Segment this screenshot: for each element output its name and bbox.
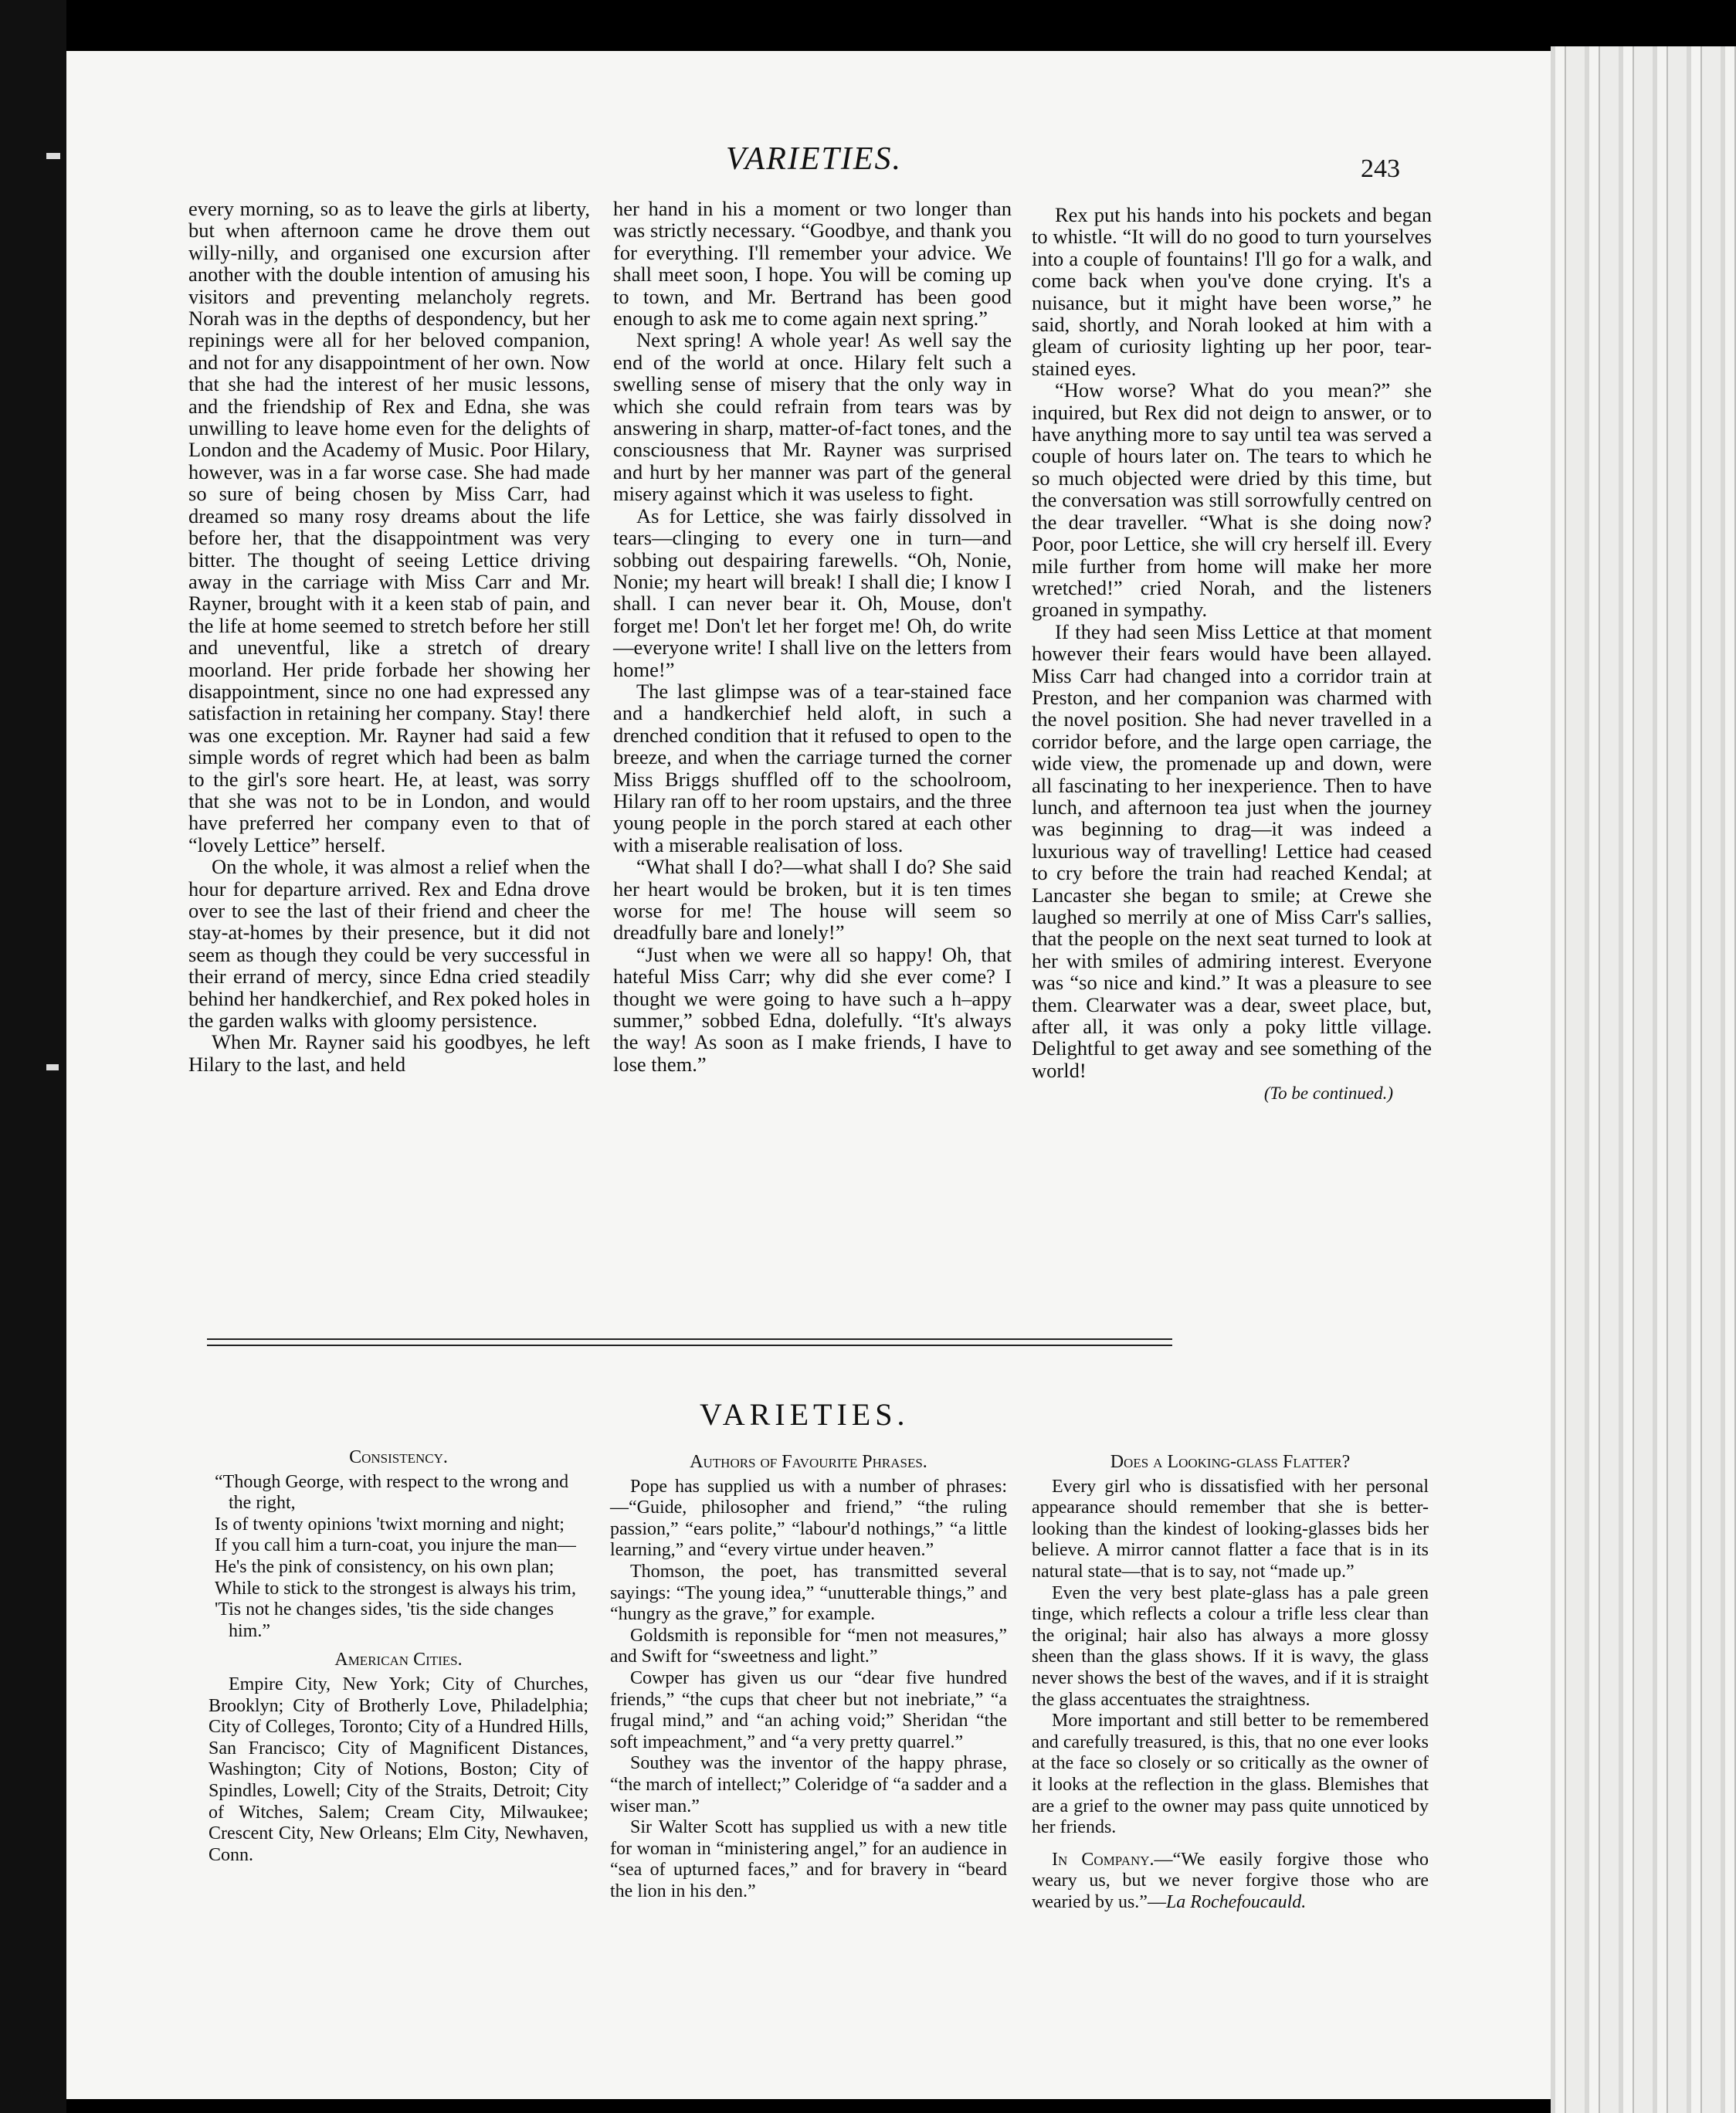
poem-line: “Though George, with respect to the wrong and the right, [215,1471,569,1514]
story-column-3 [1032,204,1432,1105]
authors-paragraph: Thomson, the poet, has transmitted several sayings: “The young idea,” “unutterable things,” and “hungry as the grave,” for example. [610,1561,1007,1625]
page-number: 243 [1361,154,1400,183]
varieties-column-3 [1032,1450,1429,1913]
looking-glass-paragraph: Even the very best plate-glass has a pale green tinge, which reflects a colour a trifle less clear than the original; hair also has always a more glossy sheen than the glass shows. If it is wavy, the glass never shows the best of the waves, and if it is straight the glass accentuates the straightness. [1032,1582,1429,1710]
american-cities-text: Empire City, New York; City of Churches, Brooklyn; City of Brotherly Love, Philadelphia; City of Colleges, Toronto; City of a Hundred Hills, San Francisco; City of Magnificent Distances, Washington; City of Notions, Boston; City of Spindles, Lowell; City of the Straits, Detroit; City of Witches, Salem; Cream City, Milwaukee; Crescent City, New Orleans; Elm City, Newhaven, Conn. [209,1674,588,1865]
looking-glass-paragraph: Every girl who is dissatisfied with her personal appearance should remember that she is better-looking than the kindest of looking-glasses bids her believe. A mirror cannot flatter a face that is in its natural state—that is to say, not “made up.” [1032,1476,1429,1582]
in-company-lead: In Company. [1052,1849,1155,1870]
authors-paragraph: Goldsmith is reponsible for “men not measures,” and Swift for “sweetness and light.” [610,1625,1007,1667]
edge-mark [46,1064,59,1070]
varieties-column-1 [209,1446,588,1866]
story-paragraph: her hand in his a moment or two longer than was strictly necessary. “Goodbye, and thank you for everything. I'll remember your advice. We shall meet soon, I hope. You will be coming up to town, and Mr. Bertrand has been good enough to ask me to come again next spring.” [613,197,1012,331]
story-paragraph: Rex put his hands into his pockets and began to whistle. “It will do no good to turn yourselves into a couple of fountains! I'll go for a walk, and come back when you've done crying. It's a nuisance, but it might have been worse,” he said, shortly, and Norah looked at him with a gleam of curiosity lighting up her poor, tear-stained eyes. [1032,203,1432,380]
looking-glass-paragraph: More important and still better to be remembered and carefully treasured, is this, that no one ever looks at the face so closely or so critically as the owner of it looks at the reflection in the glass. Blemishes that are a grief to the owner may pass quite unnoticed by her friends. [1032,1711,1429,1838]
story-paragraph: “Just when we were all so happy! Oh, that hateful Miss Carr; why did she ever come? I thought we were going to have such a h–appy summer,” sobbed Edna, dolefully. “It's always the way! As soon as I make friends, I have to lose them.” [613,942,1012,1076]
story-paragraph: When Mr. Rayner said his goodbyes, he left Hilary to the last, and held [188,1030,590,1076]
consistency-poem [209,1472,588,1643]
authors-paragraph: Cowper has given us our “dear five hundred friends,” “the cups that cheer but not inebriate,” “a frugal mind,” and “an aching void;” Sheridan “the soft impeachment,” and “a very pretty quarrel.” [610,1667,1007,1752]
story-column-2 [613,198,1012,1075]
poem-line: Is of twenty opinions 'twixt morning and night; [215,1514,565,1535]
in-company-text: —“We easily forgive those who weary us, but we never forgive those who are wearied by us.”— [1032,1849,1429,1912]
poem-line: If you call him a turn-coat, you injure the man— [215,1535,576,1556]
authors-heading: Authors of Favourite Phrases. [690,1452,927,1472]
story-paragraph: On the whole, it was almost a relief when the hour for departure arrived. Rex and Edna drove over to see the last of their friend and cheer the stay-at-homes by their presence, but it did not seem as though they could be very successful in their errand of mercy, since Edna cried steadily behind her handkerchief, and Rex poked holes in the garden walks with gloomy persistence. [188,855,590,1033]
edge-mark [46,153,60,159]
in-company-paragraph [1032,1850,1429,1914]
story-paragraph: If they had seen Miss Lettice at that moment however their fears would have been allayed. Miss Carr had changed into a corridor train at Preston, and her companion was charmed with the novel position. She had never travelled in a corridor before, and the large open carriage, the wide view, the promenade up and down, were all fascinating to her inexperience. Then to have lunch, and afternoon tea just when the journey was beginning to drag—it was indeed a luxurious way of travelling! Lettice had ceased to cry before the train had reached Kendal; at Lancaster she began to smile; at Crewe she laughed so merrily at one of Miss Carr's sallies, that the people on the next seat turned to look at her with smiles of admiring interest. Everyone was “so nice and kind.” It was a pleasure to see them. Clearwater was a dear, sweet place, but, after all, it was only a poky little village. Delightful to get away and see something of the world! [1032,619,1432,1082]
varieties-section-title: VARIETIES. [700,1397,910,1432]
varieties-column-2 [610,1450,1007,1902]
looking-glass-heading: Does a Looking-glass Flatter? [1110,1452,1351,1472]
to-be-continued: (To be continued.) [1263,1084,1393,1104]
page-edges-right [1551,46,1736,2113]
story-paragraph: “How worse? What do you mean?” she inquired, but Rex did not deign to answer, or to have anything more to say until tea was served a couple of hours later on. The tears to which he so much objected were dried by this time, but the conversation was still sorrowfully centred on the dear traveller. “What is she doing now? Poor, poor Lettice, she will cry herself ill. Every mile further from home will make her more wretched!” cried Norah, and the listeners groaned in sympathy. [1032,378,1432,622]
authors-paragraph: Pope has supplied us with a number of phrases:—“Guide, philosopher and friend,” “the ruling passion,” “ears polite,” “labour'd nothings,” “a little learning,” and “every virtue under heaven.” [610,1476,1007,1561]
story-paragraph: Next spring! A whole year! As well say the end of the world at once. Hilary felt such a swelling sense of misery that the only way in which she could refrain from tears was by answering in sharp, matter-of-fact tones, and the consciousness that Mr. Rayner was surprised and hurt by her manner was part of the general misery against which it was useless to fight. [613,328,1012,506]
poem-line: 'Tis not he changes sides, 'tis the side changes him.” [215,1599,554,1641]
in-company-attribution: La Rochefoucauld. [1165,1891,1307,1912]
section-divider [207,1338,1172,1346]
authors-paragraph: Sir Walter Scott has supplied us with a new title for woman in “ministering angel,” for an audience in “sea of upturned faces,” and for bravery in “beard the lion in his den.” [610,1817,1007,1901]
book-spine-left [0,0,66,2113]
story-paragraph: The last glimpse was of a tear-stained face and a handkerchief held aloft, in such a drenched condition that it refused to open to the breeze, and when the carriage turned the corner Miss Briggs shuffled off to the schoolroom, Hilary ran off to her room upstairs, and the three young people in the porch stared at each other with a miserable realisation of loss. [613,679,1012,856]
poem-line: He's the pink of consistency, on his own plan; [215,1556,554,1577]
story-paragraph: As for Lettice, she was fairly dissolved in tears—clinging to every one in turn—and sobbing out despairing farewells. “Oh, Nonie, Nonie; my heart will break! I shall die; I know I shall. I can never bear it. Oh, Mouse, don't forget me! Don't let her forget me! Oh, do write—everyone write! I shall live on the letters from home!” [613,504,1012,681]
american-cities-heading: American Cities. [334,1650,463,1670]
authors-paragraph: Southey was the inventor of the happy phrase, “the march of intellect;” Coleridge of “a sadder and a wiser man.” [610,1753,1007,1816]
consistency-heading: Consistency. [349,1447,448,1467]
story-paragraph: “What shall I do?—what shall I do? She said her heart would be broken, but it is ten times worse for me! The house will seem so dreadfully bare and lonely!” [613,855,1012,945]
story-column-1 [188,198,590,1075]
running-head: VARIETIES. [726,141,902,177]
poem-line: While to stick to the strongest is always his trim, [215,1578,576,1599]
story-paragraph: every morning, so as to leave the girls at liberty, but when afternoon came he drove them out willy-nilly, and organised one excursion after another with the double intention of amusing his visitors and preventing melancholy regrets. Norah was in the depths of despondency, but her repinings were all for her beloved companion, and not for any disappointment of her own. Now that she had the interest of her music lessons, and the friendship of Rex and Edna, she was unwilling to leave home even for the delights of London and the Academy of Music. Poor Hilary, however, was in a far worse case. She had made so sure of being chosen by Miss Carr, had dreamed so many rosy dreams about the life before her, that the disappointment was very bitter. The thought of seeing Lettice driving away in the carriage with Miss Carr and Mr. Rayner, brought with it a keen stab of pain, and the life at home seemed to stretch before her still and uneventful, like a stretch of dreary moorland. Her pride forbade her showing her disappointment, since no one had expressed any satisfaction in retaining her company. Stay! there was one exception. Mr. Rayner had said a few simple words of regret which had been as balm to the girl's sore heart. He, at least, was sorry that she was not to be in London, and would have preferred her company even to that of “lovely Lettice” herself. [188,197,591,856]
